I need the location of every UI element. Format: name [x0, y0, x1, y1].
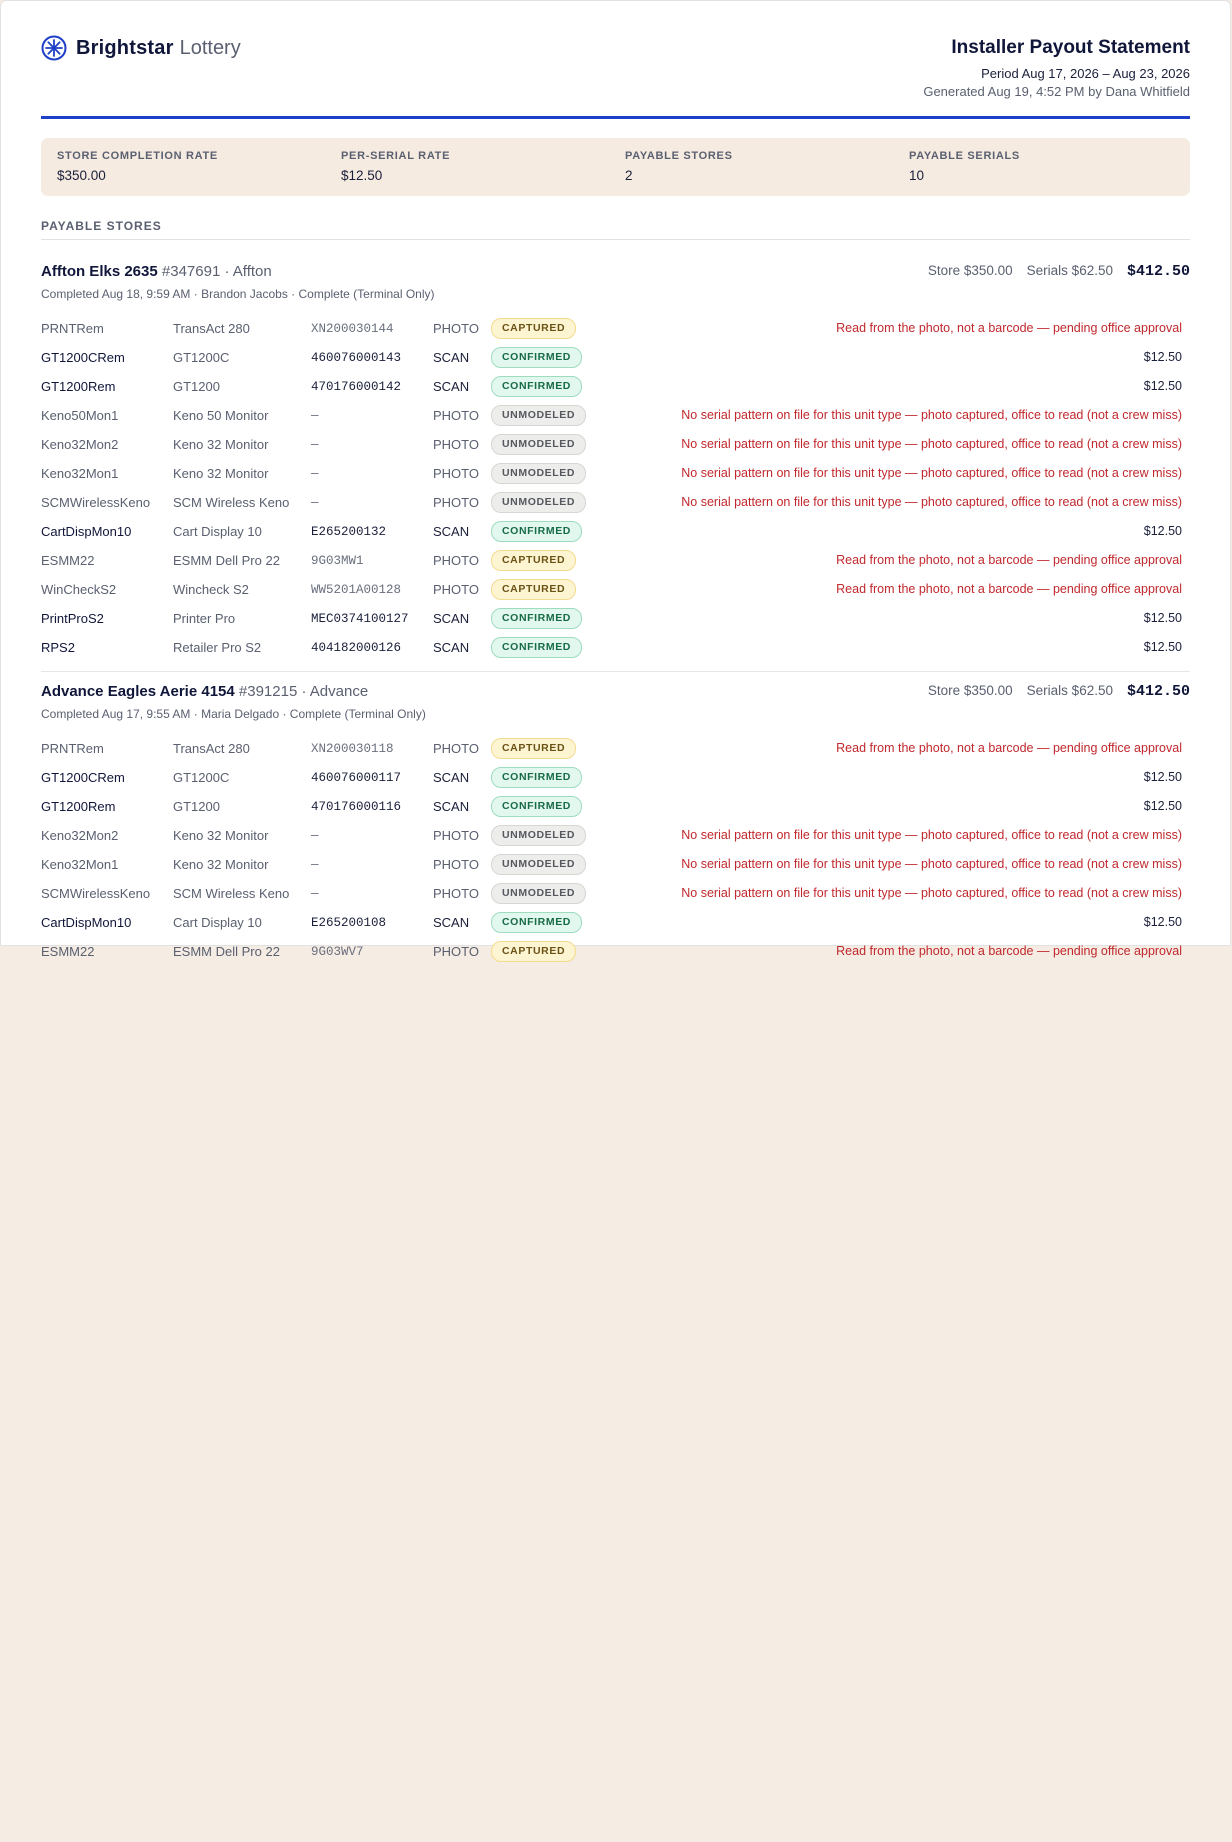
serial-number: —	[311, 467, 319, 481]
status-badge: UNMODELED	[491, 825, 586, 846]
unit-code: Keno32Mon2	[41, 437, 119, 452]
brand	[41, 35, 241, 61]
row-note: No serial pattern on file for this unit type — photo captured, office to read (not a crew miss)	[681, 857, 1182, 871]
serial-number: —	[311, 858, 319, 872]
unit-model: SCM Wireless Keno	[173, 886, 290, 901]
unit-model: Keno 32 Monitor	[173, 828, 269, 843]
status-badge: CONFIRMED	[491, 796, 582, 817]
summary-serial-rate	[341, 150, 450, 183]
unit-model: GT1200	[173, 799, 220, 814]
title-block	[923, 37, 1190, 99]
table-row	[41, 402, 1190, 431]
capture-method: PHOTO	[433, 857, 479, 872]
row-note: No serial pattern on file for this unit type — photo captured, office to read (not a crew miss)	[681, 886, 1182, 900]
unit-code: ESMM22	[41, 944, 95, 959]
store-total: $412.50	[1126, 263, 1190, 280]
store-divider	[41, 671, 1190, 672]
unit-code: PRNTRem	[41, 741, 104, 756]
capture-method: PHOTO	[433, 495, 479, 510]
summary-payable-stores	[625, 150, 733, 183]
serial-number: —	[311, 496, 319, 510]
unit-code: ESMM22	[41, 553, 95, 568]
store-meta: Completed Aug 17, 9:55 AM · Maria Delgado · Complete (Terminal Only)	[41, 707, 426, 721]
unit-model: Printer Pro	[173, 611, 236, 626]
serial-number: 460076000117	[311, 771, 402, 785]
capture-method: SCAN	[433, 379, 470, 394]
capture-method: PHOTO	[433, 408, 479, 423]
store-totals	[914, 263, 1190, 280]
status-badge: UNMODELED	[491, 405, 586, 426]
unit-code: Keno32Mon1	[41, 857, 119, 872]
statement-period: Period Aug 17, 2026 – Aug 23, 2026	[981, 66, 1190, 81]
status-badge: CAPTURED	[491, 579, 576, 600]
serials-amount: Serials $62.50	[1026, 263, 1113, 278]
unit-code: GT1200Rem	[41, 379, 116, 394]
unit-model: Retailer Pro S2	[173, 640, 262, 655]
summary-panel	[41, 138, 1190, 196]
summary-label: PAYABLE STORES	[625, 150, 733, 162]
unit-model: Cart Display 10	[173, 524, 262, 539]
row-note: No serial pattern on file for this unit type — photo captured, office to read (not a crew miss)	[681, 828, 1182, 842]
unit-code: CartDispMon10	[41, 524, 132, 539]
serial-number: —	[311, 887, 319, 901]
status-badge: CONFIRMED	[491, 767, 582, 788]
summary-label: PAYABLE SERIALS	[909, 150, 1020, 162]
row-note: No serial pattern on file for this unit type — photo captured, office to read (not a crew miss)	[681, 466, 1182, 480]
row-note: Read from the photo, not a barcode — pending office approval	[836, 741, 1182, 755]
unit-code: WinCheckS2	[41, 582, 117, 597]
status-badge: CONFIRMED	[491, 608, 582, 629]
unit-code: PrintProS2	[41, 611, 104, 626]
serial-number: —	[311, 829, 319, 843]
row-amount: $12.50	[1143, 799, 1182, 813]
serial-number: XN200030144	[311, 322, 394, 336]
unit-code: GT1200Rem	[41, 799, 116, 814]
unit-model: Keno 32 Monitor	[173, 437, 269, 452]
table-row	[41, 938, 1190, 967]
section-title: PAYABLE STORES	[41, 219, 162, 233]
capture-method: SCAN	[433, 799, 470, 814]
unit-model: Keno 32 Monitor	[173, 857, 269, 872]
capture-method: PHOTO	[433, 886, 479, 901]
status-badge: CONFIRMED	[491, 521, 582, 542]
header-rule	[41, 116, 1190, 119]
serial-number: —	[311, 409, 319, 423]
row-amount: $12.50	[1143, 770, 1182, 784]
brand-sub: Lottery	[179, 36, 241, 59]
row-note: Read from the photo, not a barcode — pending office approval	[836, 582, 1182, 596]
serial-number: —	[311, 438, 319, 452]
status-badge: CAPTURED	[491, 550, 576, 571]
row-note: Read from the photo, not a barcode — pending office approval	[836, 321, 1182, 335]
row-amount: $12.50	[1143, 611, 1182, 625]
summary-value: 10	[909, 168, 925, 183]
capture-method: PHOTO	[433, 828, 479, 843]
unit-code: RPS2	[41, 640, 75, 655]
summary-payable-serials	[909, 150, 1020, 183]
store-name	[41, 683, 368, 700]
unit-model: GT1200C	[173, 350, 230, 365]
serial-number: WW5201A00128	[311, 583, 402, 597]
capture-method: PHOTO	[433, 553, 479, 568]
row-amount: $12.50	[1143, 915, 1182, 929]
status-badge: CAPTURED	[491, 318, 576, 339]
serial-number: XN200030118	[311, 742, 394, 756]
table-row	[41, 764, 1190, 793]
capture-method: SCAN	[433, 350, 470, 365]
status-badge: CONFIRMED	[491, 637, 582, 658]
row-note: No serial pattern on file for this unit type — photo captured, office to read (not a crew miss)	[681, 408, 1182, 422]
unit-code: Keno32Mon1	[41, 466, 119, 481]
status-badge: CAPTURED	[491, 941, 576, 962]
capture-method: PHOTO	[433, 321, 479, 336]
table-row	[41, 822, 1190, 851]
capture-method: SCAN	[433, 640, 470, 655]
table-row	[41, 460, 1190, 489]
status-badge: CONFIRMED	[491, 347, 582, 368]
serial-number: E265200132	[311, 525, 387, 539]
summary-value: 2	[625, 168, 633, 183]
row-amount: $12.50	[1143, 640, 1182, 654]
row-amount: $12.50	[1143, 350, 1182, 364]
capture-method: SCAN	[433, 524, 470, 539]
capture-method: PHOTO	[433, 437, 479, 452]
serial-number: 460076000143	[311, 351, 402, 365]
capture-method: PHOTO	[433, 582, 479, 597]
unit-code: Keno50Mon1	[41, 408, 119, 423]
row-amount: $12.50	[1143, 524, 1182, 538]
unit-code: PRNTRem	[41, 321, 104, 336]
table-row	[41, 605, 1190, 634]
unit-model: Keno 32 Monitor	[173, 466, 269, 481]
row-note: Read from the photo, not a barcode — pending office approval	[836, 553, 1182, 567]
generated-by: Generated Aug 19, 4:52 PM by Dana Whitfield	[923, 84, 1190, 99]
status-badge: UNMODELED	[491, 434, 586, 455]
store-amount: Store $350.00	[927, 683, 1013, 698]
serial-number: 9G03WV7	[311, 945, 364, 959]
store-title: Affton Elks 2635	[41, 263, 158, 280]
table-row	[41, 547, 1190, 576]
capture-method: SCAN	[433, 611, 470, 626]
unit-model: ESMM Dell Pro 22	[173, 944, 280, 959]
summary-store-rate	[57, 150, 218, 183]
store-totals	[914, 683, 1190, 700]
row-note: No serial pattern on file for this unit type — photo captured, office to read (not a crew miss)	[681, 437, 1182, 451]
table-row	[41, 576, 1190, 605]
table-row	[41, 793, 1190, 822]
statement-header	[41, 31, 1190, 119]
status-badge: UNMODELED	[491, 492, 586, 513]
serial-number: 9G03MW1	[311, 554, 364, 568]
table-row	[41, 634, 1190, 663]
unit-model: TransAct 280	[173, 741, 250, 756]
table-row	[41, 909, 1190, 938]
serial-number: E265200108	[311, 916, 387, 930]
row-note: No serial pattern on file for this unit type — photo captured, office to read (not a crew miss)	[681, 495, 1182, 509]
table-row	[41, 489, 1190, 518]
status-badge: CAPTURED	[491, 738, 576, 759]
table-row	[41, 518, 1190, 547]
status-badge: UNMODELED	[491, 463, 586, 484]
summary-value: $12.50	[341, 168, 383, 183]
table-row	[41, 880, 1190, 909]
table-row	[41, 735, 1190, 764]
capture-method: SCAN	[433, 770, 470, 785]
summary-label: PER-SERIAL RATE	[341, 150, 451, 162]
unit-model: ESMM Dell Pro 22	[173, 553, 280, 568]
unit-model: Wincheck S2	[173, 582, 249, 597]
capture-method: SCAN	[433, 915, 470, 930]
store-amount: Store $350.00	[927, 263, 1013, 278]
unit-model: Keno 50 Monitor	[173, 408, 269, 423]
table-row	[41, 344, 1190, 373]
unit-model: Cart Display 10	[173, 915, 262, 930]
status-badge: CONFIRMED	[491, 376, 582, 397]
table-row	[41, 851, 1190, 880]
unit-code: CartDispMon10	[41, 915, 132, 930]
unit-code: SCMWirelessKeno	[41, 495, 151, 510]
unit-code: GT1200CRem	[41, 350, 125, 365]
capture-method: PHOTO	[433, 466, 479, 481]
status-badge: UNMODELED	[491, 854, 586, 875]
section-rule	[41, 239, 1190, 240]
unit-model: TransAct 280	[173, 321, 250, 336]
summary-label: STORE COMPLETION RATE	[57, 150, 218, 162]
serial-number: 470176000142	[311, 380, 402, 394]
serial-number: 404182000126	[311, 641, 402, 655]
serial-number: MEC0374100127	[311, 612, 409, 626]
unit-code: SCMWirelessKeno	[41, 886, 151, 901]
unit-model: GT1200	[173, 379, 220, 394]
store-block	[41, 683, 1190, 967]
store-id-location: #391215 · Advance	[238, 683, 369, 700]
store-id-location: #347691 · Affton	[161, 263, 272, 280]
store-name	[41, 263, 272, 280]
unit-model: SCM Wireless Keno	[173, 495, 290, 510]
capture-method: PHOTO	[433, 741, 479, 756]
status-badge: UNMODELED	[491, 883, 586, 904]
store-total: $412.50	[1126, 683, 1190, 700]
unit-model: GT1200C	[173, 770, 230, 785]
unit-code: GT1200CRem	[41, 770, 125, 785]
brand-name: Brightstar	[76, 36, 174, 59]
serials-amount: Serials $62.50	[1026, 683, 1113, 698]
store-meta: Completed Aug 18, 9:59 AM · Brandon Jacobs · Complete (Terminal Only)	[41, 287, 435, 301]
store-block	[41, 263, 1190, 663]
page-title: Installer Payout Statement	[951, 37, 1190, 58]
table-row	[41, 315, 1190, 344]
table-row	[41, 431, 1190, 460]
capture-method: PHOTO	[433, 944, 479, 959]
summary-value: $350.00	[57, 168, 106, 183]
unit-code: Keno32Mon2	[41, 828, 119, 843]
serial-number: 470176000116	[311, 800, 402, 814]
asterisk-sun-icon	[41, 35, 67, 61]
table-row	[41, 373, 1190, 402]
row-note: Read from the photo, not a barcode — pending office approval	[836, 944, 1182, 958]
store-title: Advance Eagles Aerie 4154	[41, 683, 235, 700]
row-amount: $12.50	[1143, 379, 1182, 393]
status-badge: CONFIRMED	[491, 912, 582, 933]
